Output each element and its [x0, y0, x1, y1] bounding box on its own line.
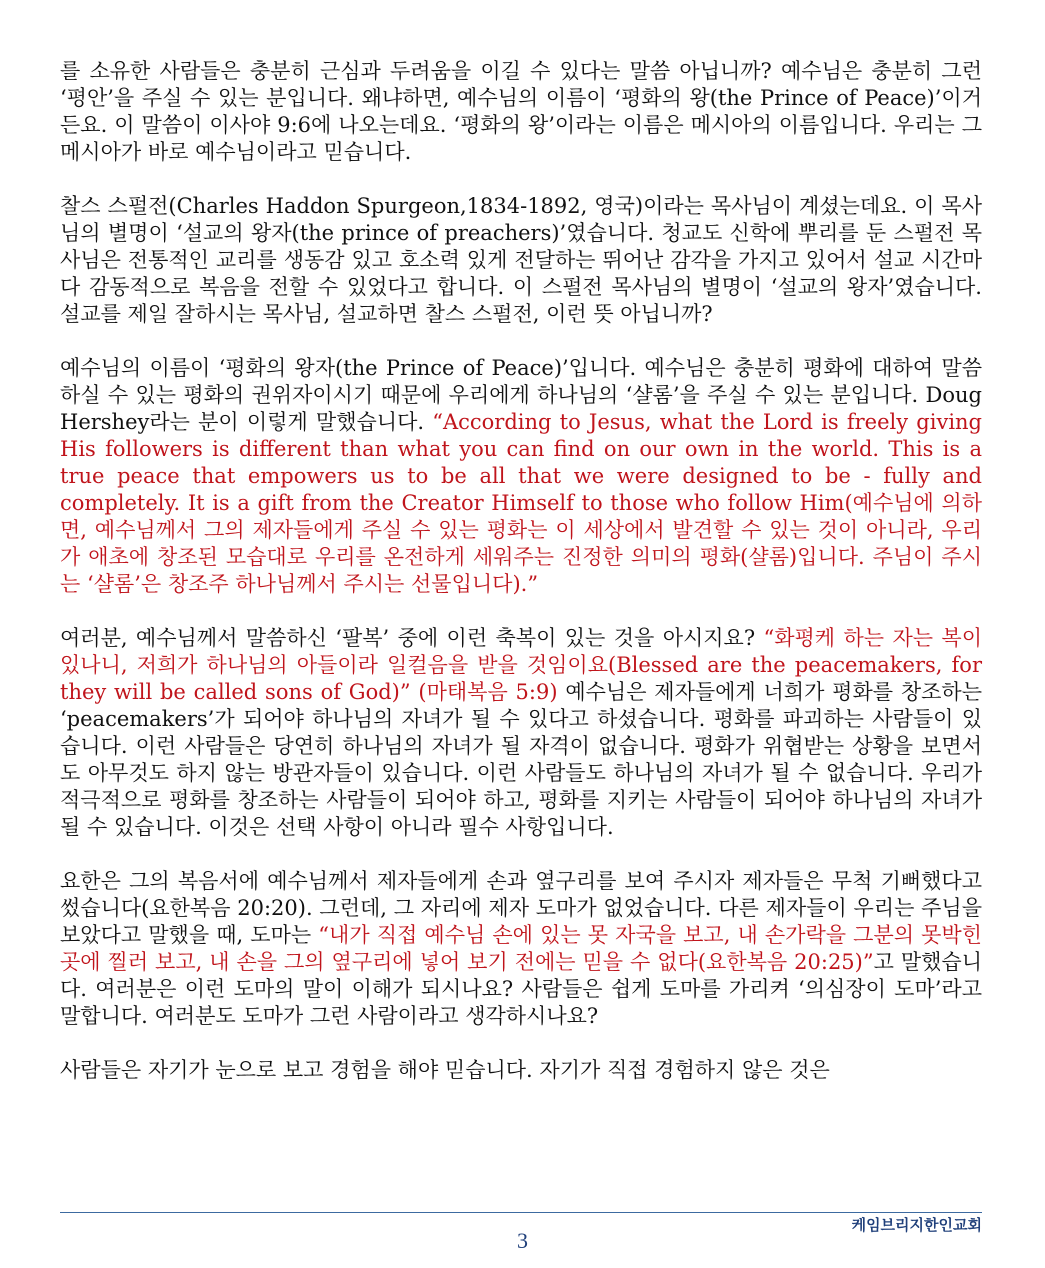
- quote-text: “내가 직접 예수님 손에 있는 못 자국을 보고, 내 손가락을 그분의 못박힌 곳에 찔러 보고, 내 손을 그의 옆구리에 넣어 보기 전에는 믿을 수 없다(요한복음 20:25)”: [60, 923, 982, 974]
- paragraph: [60, 193, 982, 328]
- body-text-run: 찰스 스펄전(Charles Haddon Spurgeon,1834-1892, 영국)이라는 목사님이 계셨는데요. 이 목사님의 별명이 ‘설교의 왕자(the prince of preachers)’였습니다. 청교도 신학에 뿌리를 둔 스펄전 목사님은 전통적인 교리를 생동감 있고 호소력 있게 전달하는 뛰어난 감각을 가지고 있어서 설교 시간마다 감동적으로 복음을 전할 수 있었다고 합니다. 이 스펄전 목사님의 별명이 ‘설교의 왕자’였습니다. 설교를 제일 잘하시는 목사님, 설교하면 찰스 스펄전, 이런 뜻 아닙니까?: [60, 194, 982, 326]
- paragraph: [60, 355, 982, 598]
- page-number: 3: [517, 1228, 528, 1253]
- body-text-run: 를 소유한 사람들은 충분히 근심과 두려움을 이길 수 있다는 말씀 아닙니까? 예수님은 충분히 그런 ‘평안’을 주실 수 있는 분입니다. 왜냐하면, 예수님의 이름이 ‘평화의 왕(the Prince of Peace)’이거든요. 이 말씀이 이사야 9:6에 나오는데요. ‘평화의 왕’이라는 이름은 메시아의 이름입니다. 우리는 그 메시아가 바로 예수님이라고 믿습니다.: [60, 59, 982, 164]
- body-text-run: 사람들은 자기가 눈으로 보고 경험을 해야 믿습니다. 자기가 직접 경험하지 않은 것은: [60, 1058, 830, 1082]
- paragraph: [60, 868, 982, 1030]
- body-text: [60, 58, 982, 1111]
- paragraph: [60, 1057, 982, 1084]
- quote-text: “화평케 하는 자는 복이 있나니, 저희가 하나님의 아들이라 일컬음을 받을 것임이요(Blessed are the peacemakers, for they will be called sons of God)” (마태복음 5:9): [60, 626, 982, 704]
- paragraph: [60, 58, 982, 166]
- quote-text: “According to Jesus, what the Lord is freely giving His followers is different than what you can find on our own in the world. This is a true peace that empowers us to be all that we were designed to be - fully and completely. It is a gift from the Creator Himself to those who follow Him(예수님에 의하면, 예수님께서 그의 제자들에게 주실 수 있는 평화는 이 세상에서 발견할 수 있는 것이 아니라, 우리가 애초에 창조된 모습대로 우리를 온전하게 세워주는 진정한 의미의 평화(샬롬)입니다. 주님이 주시는 ‘샬롬’은 창조주 하나님께서 주시는 선물입니다).”: [60, 410, 983, 596]
- paragraph: [60, 625, 982, 841]
- footer-divider: [60, 1212, 982, 1213]
- body-text-run: 고 말했습니다. 여러분은 이런 도마의 말이 이해가 되시나요? 사람들은 쉽게 도마를 가리켜 ‘의심장이 도마’라고 말합니다. 여러분도 도마가 그런 사람이라고 생각하시나요?: [60, 950, 982, 1028]
- body-text-run: 예수님의 이름이 ‘평화의 왕자(the Prince of Peace)’입니다. 예수님은 충분히 평화에 대하여 말씀하실 수 있는 평화의 권위자이시기 때문에 우리에게 하나님의 ‘샬롬’을 주실 수 있는 분입니다. Doug Hershey라는 분이 이렇게 말했습니다.: [60, 356, 982, 434]
- church-name: 케임브리지한인교회: [851, 1216, 982, 1234]
- body-text-run: 예수님은 제자들에게 너희가 평화를 창조하는 ‘peacemakers’가 되어야 하나님의 자녀가 될 수 있다고 하셨습니다. 평화를 파괴하는 사람들이 있습니다. 이런 사람들은 당연히 하나님의 자녀가 될 자격이 없습니다. 평화가 위협받는 상황을 보면서도 아무것도 하지 않는 방관자들이 있습니다. 이런 사람들도 하나님의 자녀가 될 수 없습니다. 우리가 적극적으로 평화를 창조하는 사람들이 되어야 하고, 평화를 지키는 사람들이 되어야 하나님의 자녀가 될 수 있습니다. 이것은 선택 사항이 아니라 필수 사항입니다.: [60, 680, 982, 839]
- body-text-run: 요한은 그의 복음서에 예수님께서 제자들에게 손과 옆구리를 보여 주시자 제자들은 무척 기뻐했다고 썼습니다(요한복음 20:20). 그런데, 그 자리에 제자 도마가 없었습니다. 다른 제자들이 우리는 주님을 보았다고 말했을 때, 도마는: [60, 869, 982, 947]
- body-text-run: 여러분, 예수님께서 말씀하신 ‘팔복’ 중에 이런 축복이 있는 것을 아시지요?: [60, 626, 764, 650]
